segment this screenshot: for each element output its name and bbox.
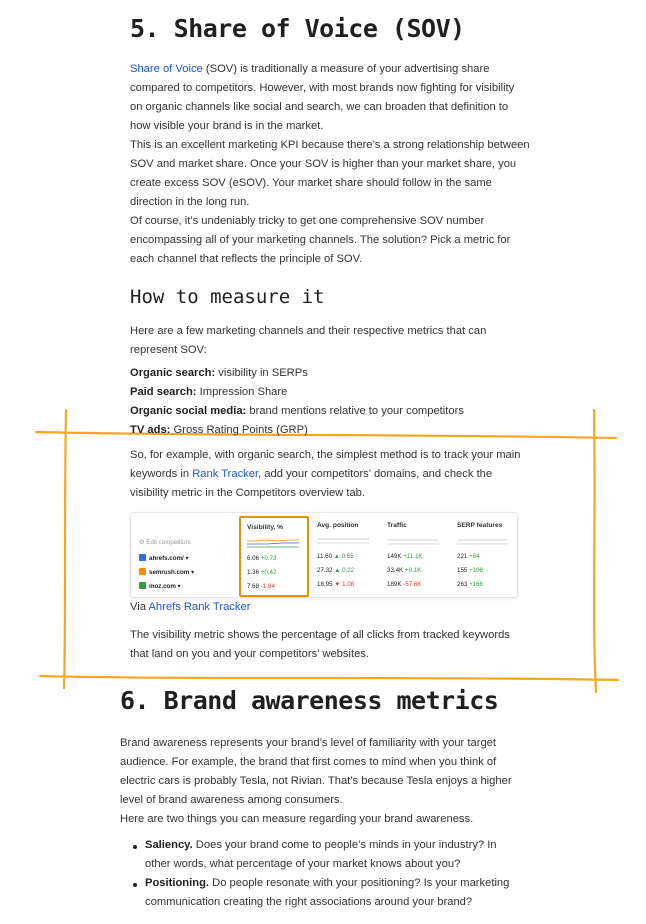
- checkbox-icon[interactable]: [139, 582, 146, 589]
- channel-item: Organic search: visibility in SERPs: [130, 367, 308, 379]
- channel-item: TV ads: Gross Rating Points (GRP): [130, 424, 308, 436]
- competitor-row-domain[interactable]: moz.com ▾: [139, 582, 181, 590]
- checkbox-icon[interactable]: [139, 554, 146, 561]
- traffic-cell: 149K +11.1K: [387, 553, 423, 560]
- domain-column: [139, 513, 239, 599]
- section-6-paragraph-2: Here are two things you can measure regarding your brand awareness.: [120, 813, 474, 825]
- channel-item: Organic social media: brand mentions relative to your competitors: [130, 405, 464, 417]
- traffic-cell: 33.4K +9.1K: [387, 567, 422, 574]
- serp-cell: 155 +106: [457, 567, 483, 574]
- section-6-paragraph-1: Brand awareness represents your brand’s level of familiarity with your target audience. For example, the brand that first comes to mind when you think of electric cars is probably Tesla, not Rivian. That’s because Tesla enjoys a higher level of brand awareness among consumers.: [120, 737, 512, 806]
- competitors-overview-widget: [130, 512, 518, 598]
- share-of-voice-link[interactable]: Share of Voice: [130, 63, 203, 75]
- visibility-explanation: The visibility metric shows the percentage of all clicks from tracked keywords that land on you and your competitors’ websites.: [130, 629, 510, 660]
- how-to-measure-title: How to measure it: [130, 286, 325, 308]
- avg-position-column: [317, 513, 381, 599]
- visibility-cell: 7.68 -1.84: [247, 583, 275, 590]
- column-header[interactable]: Avg. position: [317, 522, 359, 529]
- sparkline-icon: [317, 534, 369, 548]
- section-5-title: 5. Share of Voice (SOV): [130, 14, 465, 43]
- edit-competitors-button[interactable]: ⚙ Edit competitors: [139, 539, 191, 546]
- channel-item: Paid search: Impression Share: [130, 386, 288, 398]
- serp-cell: 263 +166: [457, 581, 483, 588]
- visibility-cell: 1.36 +0.42: [247, 569, 277, 576]
- section-5-paragraph-1: Share of Voice (SOV) is traditionally a measure of your advertising share compared to competitors. However, with most brands now fighting for visibility on organic channels like social and search, we can broaden that definition to how visible your brand is in the market.: [130, 63, 515, 132]
- bullet-icon: [133, 883, 137, 887]
- gear-icon: ⚙: [139, 539, 145, 546]
- position-cell: 18.95 ▼ 1.08: [317, 581, 355, 588]
- sparkline-icon: [387, 534, 439, 548]
- visibility-column: [239, 516, 309, 597]
- column-header[interactable]: Traffic: [387, 522, 407, 529]
- competitor-row-domain[interactable]: semrush.com ▾: [139, 568, 194, 576]
- competitor-row-domain[interactable]: ahrefs.com/ ▾: [139, 554, 189, 562]
- section-5-paragraph-3: Of course, it’s undeniably tricky to get one comprehensive SOV number encompassing all of your marketing channels. The solution? Pick a metric for each channel that reflects the principle of SOV.: [130, 215, 511, 265]
- section-5-paragraph-2: This is an excellent marketing KPI because there’s a strong relationship between SOV and market share. Once your SOV is higher than your market share, you create excess SOV (eSOV). Your market share should follow in the same direction in the long run.: [130, 139, 530, 208]
- organic-search-example: So, for example, with organic search, the simplest method is to track your main keywords in Rank Tracker, add your competitors’ domains, and check the visibility metric in the Competitors overview tab.: [130, 449, 521, 499]
- bullet-item-saliency: Saliency. Does your brand come to people’s minds in your industry? In other words, what percentage of your market knows about you?: [145, 839, 497, 870]
- serp-features-column: [457, 513, 517, 599]
- channel-metric-list: [130, 364, 530, 440]
- position-cell: 11.60 ▲ 0.55: [317, 553, 354, 560]
- sparkline-icon: [247, 536, 299, 550]
- bullet-item-positioning: Positioning. Do people resonate with your positioning? Is your marketing communication creating the right associations around your brand?: [145, 877, 510, 908]
- checkbox-icon[interactable]: [139, 568, 146, 575]
- serp-cell: 221 +84: [457, 553, 480, 560]
- image-caption: Via Ahrefs Rank Tracker: [130, 601, 251, 613]
- position-cell: 27.32 ▲ 0.22: [317, 567, 355, 574]
- sparkline-icon: [457, 534, 507, 548]
- visibility-cell: 6.06 +0.73: [247, 555, 277, 562]
- column-header[interactable]: SERP features: [457, 522, 503, 529]
- ahrefs-rank-tracker-link[interactable]: Ahrefs Rank Tracker: [148, 601, 251, 613]
- bullet-icon: [133, 845, 137, 849]
- measure-intro: Here are a few marketing channels and their respective metrics that can represent SOV:: [130, 325, 487, 356]
- section-6-title: 6. Brand awareness metrics: [120, 686, 499, 715]
- traffic-column: [387, 513, 451, 599]
- column-header[interactable]: Visibility, %: [247, 524, 284, 531]
- rank-tracker-link[interactable]: Rank Tracker: [192, 468, 259, 480]
- traffic-cell: 189K -57.6K: [387, 581, 422, 588]
